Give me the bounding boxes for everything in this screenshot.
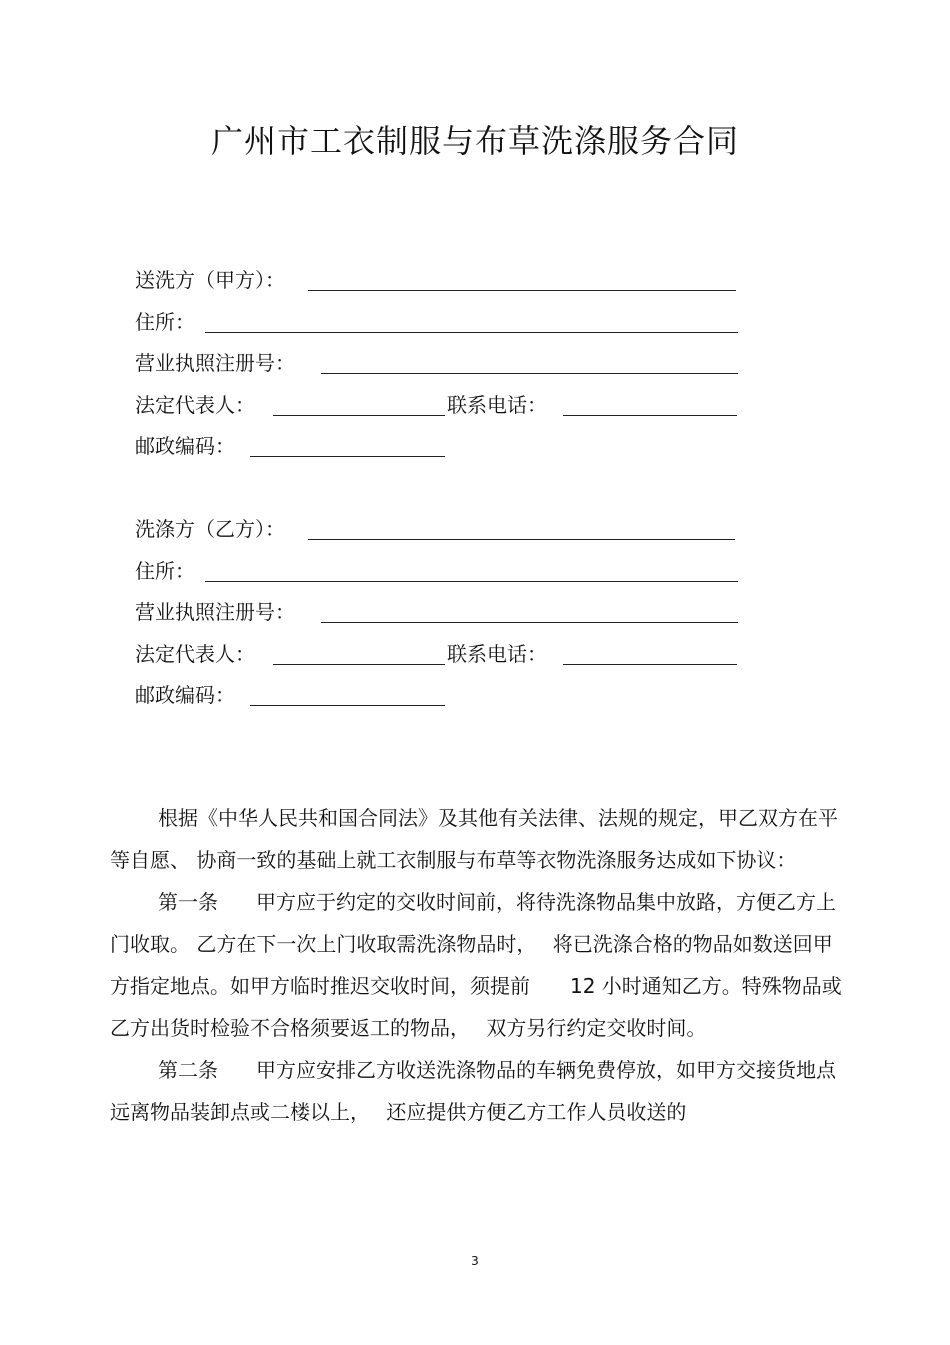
party-a-phone-label: 联系电话： xyxy=(447,393,547,417)
party-b-address-label: 住所： xyxy=(135,559,195,583)
party-a-phone-blank[interactable] xyxy=(563,415,737,416)
article-2-paragraph xyxy=(110,1049,845,1133)
party-a-name-blank[interactable] xyxy=(308,290,736,291)
intro-paragraph: 根据《中华人民共和国合同法》及其他有关法律、法规的规定，甲乙双方在平等自愿、 协商一致的基础上就工衣制服与布草等衣物洗涤服务达成如下协议： xyxy=(110,806,838,872)
party-b-postcode-row xyxy=(135,681,455,709)
party-b-phone-blank[interactable] xyxy=(563,664,737,665)
party-a-address-blank[interactable] xyxy=(205,332,738,333)
article-2-text: 甲方应安排乙方收送洗涤物品的车辆免费停放，如甲方交接货地点远离物品装卸点或二楼以上， 还应提供方便乙方工作人员收送的 xyxy=(110,1058,836,1124)
article-1-text: 甲方应于约定的交收时间前，将待洗涤物品集中放路，方便乙方上门收取。 乙方在下一次上门收取需洗涤物品时， 将已洗涤合格的物品如数送回甲方指定地点。如甲方临时推迟交收时间，须提前 12 小时通知乙方。特殊物品或乙方出货时检验不合格须要返工的物品， 双方另行约定交收时间。 xyxy=(110,890,842,1040)
party-b-address-row xyxy=(135,557,738,585)
party-b-address-blank[interactable] xyxy=(205,581,738,582)
party-a-address-label: 住所： xyxy=(135,310,195,334)
party-a-postcode-blank[interactable] xyxy=(250,456,445,457)
party-b-postcode-blank[interactable] xyxy=(250,705,445,706)
party-b-license-row xyxy=(135,598,738,626)
party-a-license-blank[interactable] xyxy=(321,373,738,374)
party-a-rep-row xyxy=(135,391,738,419)
party-a-license-row xyxy=(135,349,738,377)
document-title: 广州市工衣制服与布草洗涤服务合同 xyxy=(210,122,739,160)
party-a-license-label: 营业执照注册号： xyxy=(135,351,295,375)
party-b-license-label: 营业执照注册号： xyxy=(135,600,295,624)
article-2-heading: 第二条 xyxy=(158,1058,218,1082)
party-b-postcode-label: 邮政编码： xyxy=(135,683,235,707)
party-a-address-row xyxy=(135,308,738,336)
article-1-paragraph xyxy=(110,881,845,1049)
party-a-postcode-row xyxy=(135,432,455,460)
party-a-name-row xyxy=(135,266,735,294)
party-b-name-blank[interactable] xyxy=(308,539,735,540)
party-b-phone-label: 联系电话： xyxy=(447,642,547,666)
party-a-rep-blank[interactable] xyxy=(273,415,445,416)
party-b-rep-label: 法定代表人： xyxy=(135,642,255,666)
party-b-license-blank[interactable] xyxy=(321,622,738,623)
party-b-name-row xyxy=(135,515,735,543)
party-a-name-label: 送洗方（甲方）： xyxy=(135,268,285,292)
party-a-rep-label: 法定代表人： xyxy=(135,393,255,417)
article-1-heading: 第一条 xyxy=(158,890,218,914)
party-b-rep-row xyxy=(135,640,738,668)
contract-body xyxy=(110,797,845,1133)
party-b-rep-blank[interactable] xyxy=(273,664,445,665)
party-b-name-label: 洗涤方（乙方）： xyxy=(135,517,285,541)
party-a-postcode-label: 邮政编码： xyxy=(135,434,235,458)
page-number: 3 xyxy=(471,1254,479,1268)
